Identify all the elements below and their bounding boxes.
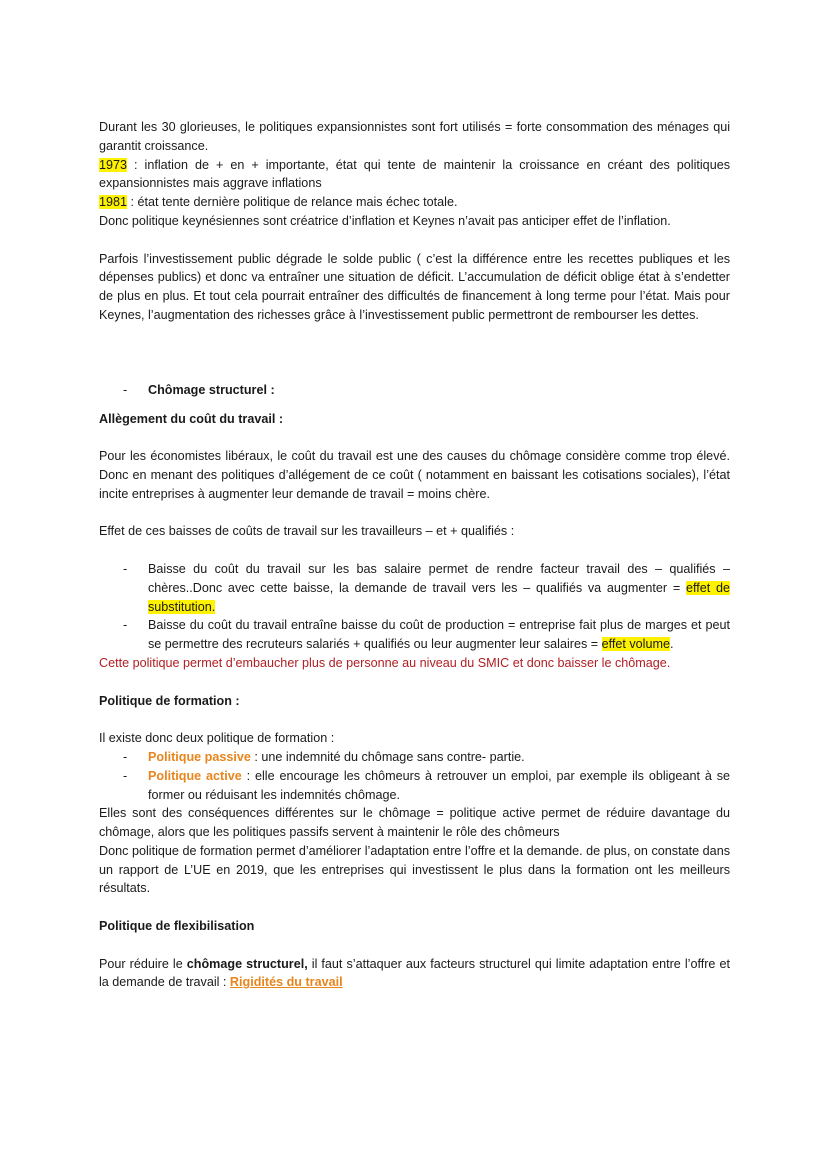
bullet-text: Baisse du coût du travail sur les bas salaire permet de rendre facteur travail des – qualifiés – chères..Donc avec cette baisse, la demande de travail vers les – qualifiés va augmenter =: [148, 561, 730, 595]
dash-bullet: -: [123, 618, 128, 633]
highlight-effet-volume: effet volume: [601, 637, 670, 652]
paragraph-30-glorieuses: Durant les 30 glorieuses, le politiques expansionnistes sont fort utilisés = forte consommation des ménages qui garantit croissance.: [99, 120, 730, 153]
section-title: Chômage structurel :: [148, 382, 275, 397]
term-politique-active: Politique active: [148, 768, 242, 783]
heading-allegement: Allègement du coût du travail :: [99, 411, 284, 426]
dash-bullet: -: [123, 749, 128, 764]
paragraph-effet-baisses: Effet de ces baisses de coûts de travail sur les travailleurs – et + qualifiés :: [99, 524, 515, 539]
list-item-active: - Politique active : elle encourage les chômeurs à retrouver un emploi, par exemple ils obligeant à se former ou réduisant les indemnités chômage.: [99, 767, 730, 805]
dash-bullet: -: [123, 768, 128, 783]
paragraph-1973: [99, 156, 730, 194]
heading-flexibilisation: Politique de flexibilisation: [99, 919, 255, 934]
year-1981-highlight: 1981: [99, 195, 128, 210]
paragraph-consequences: Elles sont des conséquences différentes sur le chômage = politique active permet de réduire davantage du chômage, alors que les politiques passifs servent à maintenir le rôle des chômeurs: [99, 806, 730, 840]
paragraph-flexibilisation: Pour réduire le chômage structurel, il faut s’attaquer aux facteurs structurel qui limite adaptation entre l’offre et la demande de travail : Rigidités du travail: [99, 956, 730, 990]
year-1973-highlight: 1973: [99, 157, 128, 172]
paragraph-rapport-ue: Donc politique de formation permet d’améliorer l’adaptation entre l’offre et la demande. de plus, on constate dans un rapport de L’UE en 2019, que les entreprises qui investissent le plus dans la formation ont les meilleurs résultats.: [99, 843, 730, 896]
highlight-effet-substitution: effet de substitution.: [148, 580, 730, 614]
paragraph-1981: [99, 193, 730, 212]
term-politique-passive: Politique passive: [148, 749, 251, 764]
section-heading-chomage-structurel: [99, 381, 730, 400]
text-1981: : état tente dernière politique de relance mais échec totale.: [127, 195, 458, 210]
dash-bullet: -: [123, 561, 128, 576]
list-item-volume: - Baisse du coût du travail entraîne baisse du coût de production = entreprise fait plus de marges et peut se permettre des recruteurs salariés + qualifiés ou leur augmenter leur salaires = effet volume.: [99, 616, 730, 654]
paragraph-keynes-inflation: Donc politique keynésiennes sont créatrice d’inflation et Keynes n’avait pas anticiper effet de l’inflation.: [99, 213, 671, 228]
link-rigidites-du-travail[interactable]: Rigidités du travail: [229, 975, 343, 990]
list-item-passive: - Politique passive : une indemnité du chômage sans contre- partie.: [99, 748, 730, 767]
bullet-text: Baisse du coût du travail entraîne baisse du coût de production = entreprise fait plus de marges et peut se permettre des recruteurs salariés + qualifiés ou leur augmenter leur salaires =: [148, 618, 730, 652]
term-chomage-structurel: chômage structurel,: [186, 956, 308, 971]
dash-bullet: -: [123, 382, 128, 397]
heading-formation: Politique de formation :: [99, 693, 240, 708]
list-item-substitution: [99, 560, 730, 616]
conclusion-red: Cette politique permet d’embaucher plus de personne au niveau du SMIC et donc baisser le chômage.: [99, 655, 671, 670]
text-1973: : inflation de + en + importante, état qui tente de maintenir la croissance en créant des politiques expansionnistes mais aggrave inflations: [99, 157, 730, 191]
paragraph-economistes-liberaux: Pour les économistes libéraux, le coût du travail est une des causes du chômage considère comme trop élevé. Donc en menant des politiques d’allégement de ce coût ( notamment en baissant les cotisations sociales), l’état incite entreprises à augmenter leur demande de travail = moins chère.: [99, 449, 730, 501]
paragraph-investissement-public: Parfois l’investissement public dégrade le solde public ( c’est la différence entre les recettes publiques et les dépenses publics) et donc va entraîner une situation de déficit. L’accumulation de déficit oblige état à s’endetter de plus en plus. Et tout cela pourrait entraîner des difficultés de financement à long terme pour l’état. Mais pour Keynes, l’augmentation des richesses grâce à l’investissement public permettront de rembourser les dettes.: [99, 251, 730, 322]
paragraph-deux-politiques: Il existe donc deux politique de formation :: [99, 731, 335, 746]
